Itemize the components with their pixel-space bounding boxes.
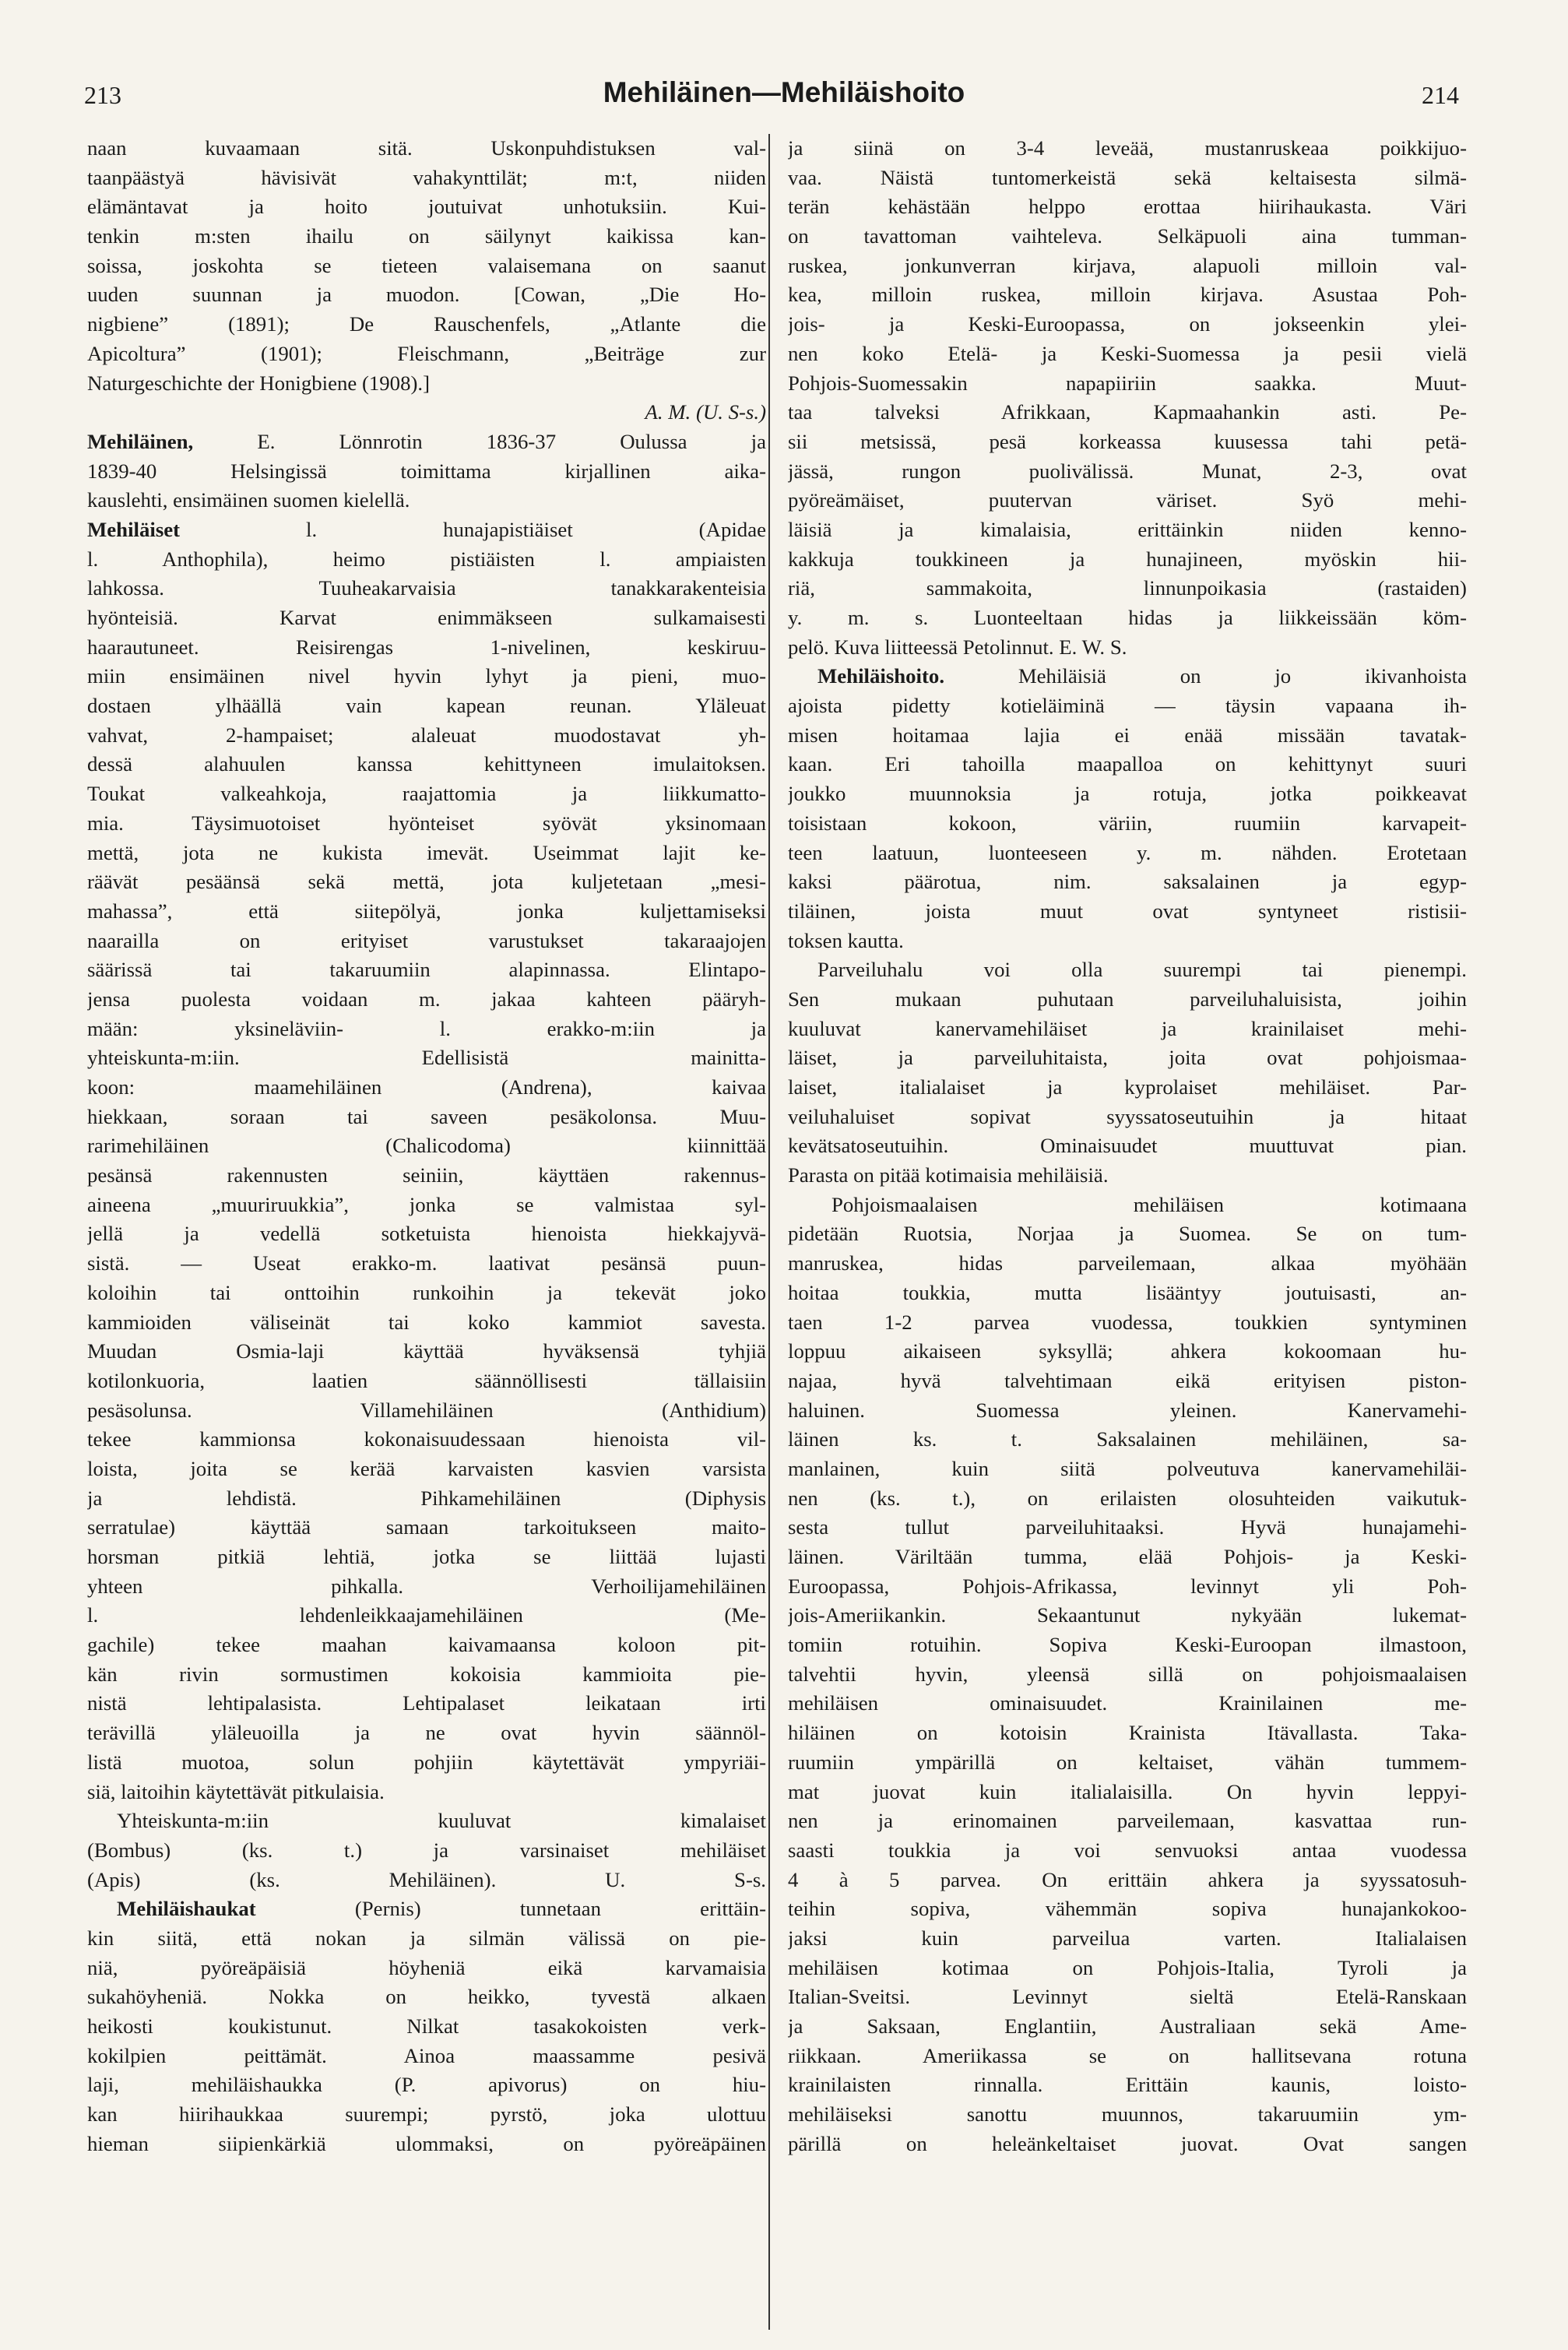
line-text: taa talveksi Afrikkaan, Kapmaahankin asti. Pe-: [788, 400, 1467, 424]
line-text: Euroopassa, Pohjois-Afrikassa, levinnyt yli Poh-: [788, 1574, 1467, 1598]
line-text: teihin sopiva, vähemmän sopiva hunajankokoo-: [788, 1897, 1467, 1921]
line-text: veiluhaluiset sopivat syyssatoseutuihin ja hitaat: [788, 1104, 1467, 1128]
text-line: [87, 1866, 766, 1895]
text-line: [788, 1484, 1467, 1514]
line-text: mehiläisen ominaisuudet. Krainilainen me-: [788, 1691, 1467, 1715]
text-line: [87, 603, 766, 633]
text-line: [87, 1601, 766, 1631]
text-line: [87, 633, 766, 663]
line-text: jaksi kuin parveilua varten. Italialaisen: [788, 1926, 1467, 1950]
text-line: [788, 486, 1467, 515]
text-line: [788, 750, 1467, 779]
line-text: l. lehdenleikkaajamehiläinen (Me-: [87, 1603, 766, 1627]
line-text: soissa, joskohta se tieteen valaisemana on saanut: [87, 253, 766, 277]
text-line: [87, 779, 766, 809]
line-text: mehiläiseksi sanottu muunnos, takaruumiin ym-: [788, 2102, 1467, 2127]
line-text: listä muotoa, solun pohjiin käytettävät ympyriäi-: [87, 1750, 766, 1774]
line-text: hoitaa toukkia, mutta lisääntyy joutuisasti, an-: [788, 1280, 1467, 1304]
line-text: terävillä yläleuoilla ja ne ovat hyvin säännöl-: [87, 1721, 766, 1745]
line-text: yhteiskunta-m:iin. Edellisistä mainitta-: [87, 1046, 766, 1070]
line-text: läiset, ja parveiluhitaista, joita ovat pohjoismaa-: [788, 1046, 1467, 1070]
text-line: [788, 927, 1467, 956]
text-line: [87, 457, 766, 487]
text-line: [788, 2042, 1467, 2071]
line-text: haluinen. Suomessa yleinen. Kanervamehi-: [788, 1398, 1467, 1422]
text-line: [788, 1572, 1467, 1602]
line-text: kaksi päärotua, nim. saksalainen ja egyp-: [788, 870, 1467, 894]
text-line: [788, 1660, 1467, 1690]
text-line: [87, 310, 766, 339]
text-line: [87, 1191, 766, 1220]
line-text: sesta tullut parveiluhitaaksi. Hyvä hunajamehi-: [788, 1515, 1467, 1539]
text-line: [788, 633, 1467, 663]
text-line: [87, 1219, 766, 1249]
line-text: jois-Ameriikankin. Sekaantunut nykyään lukemat-: [788, 1603, 1467, 1627]
text-line: [87, 1689, 766, 1719]
line-text: naan kuvaamaan sitä. Uskonpuhdistuksen val-: [87, 136, 766, 160]
text-line: [788, 1631, 1467, 1660]
line-text: siä, laitoihin käytettävät pitkulaisia.: [87, 1779, 385, 1803]
line-text: pesäsolunsa. Villamehiläinen (Anthidium): [87, 1398, 766, 1422]
line-text: Italian-Sveitsi. Levinnyt sieltä Etelä-Ranskaan: [788, 1985, 1467, 2009]
right-column: [788, 134, 1467, 2158]
text-line: [788, 1778, 1467, 1807]
text-line: [788, 839, 1467, 868]
line-text: heikosti koukistunut. Nilkat tasakokoisten verk-: [87, 2014, 766, 2038]
line-text: mehiläisen kotimaa on Pohjois-Italia, Tyroli ja: [788, 1955, 1467, 1979]
line-text: jois- ja Keski-Euroopassa, on jokseenkin ylei-: [788, 312, 1467, 336]
text-line: [87, 897, 766, 927]
text-line: [788, 1337, 1467, 1367]
running-title: Mehiläinen—Mehiläishoito: [603, 76, 965, 108]
text-line: [87, 1015, 766, 1044]
text-line: [788, 457, 1467, 487]
text-line: [788, 339, 1467, 369]
text-line: [788, 310, 1467, 339]
line-text: riikkaan. Ameriikassa se on hallitsevana rotuna: [788, 2043, 1467, 2067]
text-line: [788, 192, 1467, 222]
line-text: naarailla on erityiset varustukset takaraajojen: [87, 928, 766, 952]
line-text: y. m. s. Luonteeltaan hidas ja liikkeissään köm-: [788, 606, 1467, 629]
line-text: (Apis) (ks. Mehiläinen). U. S-s.: [87, 1867, 766, 1891]
line-text: terän kehästään helppo erottaa hiirihaukasta. Väri: [788, 195, 1467, 219]
entry-headword: Mehiläishaukat: [117, 1897, 256, 1921]
line-text: läisiä ja kimalaisia, erittäinkin niiden kenno-: [788, 517, 1467, 541]
text-line: [87, 2042, 766, 2071]
line-text: laji, mehiläishaukka (P. apivorus) on hiu-: [87, 2073, 766, 2097]
line-text: 1839-40 Helsingissä toimittama kirjallinen aika-: [87, 459, 766, 483]
text-line: [87, 662, 766, 691]
text-line: [788, 1396, 1467, 1426]
text-line: [788, 2130, 1467, 2159]
text-line: [788, 1748, 1467, 1778]
text-line: [87, 1337, 766, 1367]
line-text: serratulae) käyttää samaan tarkoitukseen maito-: [87, 1515, 766, 1539]
text-line: [788, 164, 1467, 193]
line-text: dessä alahuulen kanssa kehittyneen imulaitoksen.: [87, 752, 766, 776]
text-line: [87, 1073, 766, 1103]
line-text: mat juovat kuin italialaisilla. On hyvin leppyi-: [788, 1779, 1467, 1803]
line-text: yhteen pihkalla. Verhoilijamehiläinen: [87, 1574, 766, 1598]
line-text: pidetään Ruotsia, Norjaa ja Suomea. Se on tum-: [788, 1222, 1467, 1246]
text-line: [87, 2070, 766, 2100]
text-line: [87, 1043, 766, 1073]
text-line: [788, 1073, 1467, 1103]
text-line: [788, 1425, 1467, 1455]
line-text: taanpäästyä hävisivät vahakynttilät; m:t, niiden: [87, 165, 766, 189]
text-line: [788, 1513, 1467, 1543]
text-line: [788, 955, 1467, 985]
line-text: koloihin tai onttoihin runkoihin ja tekevät joko: [87, 1280, 766, 1304]
line-text: ruskea, jonkunverran kirjava, alapuoli milloin val-: [788, 253, 1467, 277]
text-line: [788, 574, 1467, 603]
line-text: kea, milloin ruskea, milloin kirjava. Asustaa Poh-: [788, 283, 1467, 307]
line-text: kauslehti, ensimäinen suomen kielellä.: [87, 488, 410, 512]
line-text: nen ja erinomainen parveilemaan, kasvattaa run-: [788, 1809, 1467, 1833]
text-line: [788, 1954, 1467, 1983]
line-text: kammioiden väliseinät tai koko kammiot savesta.: [87, 1310, 766, 1334]
line-text: tekee kammionsa kokonaisuudessaan hienoista vil-: [87, 1427, 766, 1451]
line-text: toisistaan kokoon, väriin, ruumiin karvapeit-: [788, 811, 1467, 835]
text-line: [788, 691, 1467, 721]
text-line: [87, 427, 766, 457]
line-text: sii metsissä, pesä korkeassa kuusessa tahi petä-: [788, 429, 1467, 453]
text-line: [87, 1894, 766, 1924]
line-text: (Pernis) tunnetaan erittäin-: [255, 1897, 766, 1921]
line-text: ajoista pidetty kotieläiminä — täysin vapaana ih-: [788, 694, 1467, 718]
line-text: taen 1-2 parvea vuodessa, toukkien syntyminen: [788, 1310, 1467, 1334]
text-line: [87, 1631, 766, 1660]
text-line: [788, 427, 1467, 457]
text-line: [87, 1982, 766, 2012]
line-text: horsman pitkiä lehtiä, jotka se liittää lujasti: [87, 1545, 766, 1568]
text-line: [87, 398, 766, 427]
text-line: [788, 2012, 1467, 2042]
line-text: lahkossa. Tuuheakarvaisia tanakkarakenteisia: [87, 576, 766, 600]
text-line: [788, 1161, 1467, 1191]
text-line: [87, 545, 766, 575]
text-line: [87, 2012, 766, 2042]
text-line: [788, 2100, 1467, 2130]
line-text: kakkuja toukkineen ja hunajineen, myöskin hii-: [788, 547, 1467, 571]
line-text: räävät pesäänsä sekä mettä, jota kuljetetaan „mesi-: [87, 870, 766, 894]
text-line: [788, 1103, 1467, 1132]
text-line: [87, 1425, 766, 1455]
text-line: [87, 1103, 766, 1132]
line-text: hieman siipienkärkiä ulommaksi, on pyöreäpäinen: [87, 2131, 766, 2155]
line-text: kaan. Eri tahoilla maapalloa on kehittynyt suuri: [788, 752, 1467, 776]
line-text: nen (ks. t.), on erilaisten olosuhteiden vaikutuk-: [788, 1486, 1467, 1510]
line-text: ja Saksaan, Englantiin, Australiaan sekä Ame-: [788, 2014, 1467, 2038]
line-text: najaa, hyvä talvehtimaan eikä erityisen piston-: [788, 1368, 1467, 1392]
line-text: l. Anthophila), heimo pistiäisten l. ampiaisten: [87, 547, 766, 571]
text-line: [788, 369, 1467, 399]
text-line: [87, 369, 766, 399]
line-text: niä, pyöreäpäisiä höyheniä eikä karvamaisia: [87, 1955, 766, 1979]
text-line: [788, 1131, 1467, 1161]
text-line: [87, 1748, 766, 1778]
line-text: nistä lehtipalasista. Lehtipalaset leikataan irti: [87, 1691, 766, 1715]
text-line: [87, 222, 766, 252]
text-line: [87, 1572, 766, 1602]
line-text: pelö. Kuva liitteessä Petolinnut. E. W. S.: [788, 635, 1127, 659]
line-text: ja lehdistä. Pihkamehiläinen (Diphysis: [87, 1486, 766, 1510]
text-line: [87, 1543, 766, 1572]
line-text: sukahöyheniä. Nokka on heikko, tyvestä alkaen: [87, 1985, 766, 2009]
line-text: nen koko Etelä- ja Keski-Suomessa ja pesii vielä: [788, 341, 1467, 365]
text-line: [87, 691, 766, 721]
text-line: [87, 750, 766, 779]
text-line: [87, 192, 766, 222]
left-column: [87, 134, 766, 2158]
line-text: krainilaisten rinnalla. Erittäin kaunis, loisto-: [788, 2073, 1467, 2097]
text-line: [87, 1660, 766, 1690]
line-text: riä, sammakoita, linnunpoikasia (rastaiden): [788, 576, 1467, 600]
line-text: kevätsatoseutuihin. Ominaisuudet muuttuvat pian.: [788, 1134, 1467, 1158]
text-line: [788, 603, 1467, 633]
text-line: [87, 2100, 766, 2130]
text-line: [87, 1924, 766, 1954]
line-text: säärissä tai takaruumiin alapinnassa. Elintapo-: [87, 958, 766, 982]
text-line: [87, 574, 766, 603]
line-text: Yhteiskunta-m:iin kuuluvat kimalaiset: [117, 1809, 766, 1833]
line-text: koon: maamehiläinen (Andrena), kaivaa: [87, 1075, 766, 1099]
line-text: uuden suunnan ja muodon. [Cowan, „Die Ho-: [87, 283, 766, 307]
line-text: aineena „muuriruukkia”, jonka se valmistaa syl-: [87, 1192, 766, 1216]
entry-headword: Mehiläiset: [87, 517, 181, 541]
line-text: mettä, jota ne kukista imevät. Useimmat lajit ke-: [87, 840, 766, 864]
line-text: Apicoltura” (1901); Fleischmann, „Beiträge zur: [87, 341, 766, 365]
text-line: [87, 1279, 766, 1308]
text-line: [788, 2070, 1467, 2100]
text-line: [87, 1513, 766, 1543]
text-line: [788, 1982, 1467, 2012]
line-text: saasti toukkia ja voi senvuoksi antaa vuodessa: [788, 1838, 1467, 1862]
text-line: [788, 1015, 1467, 1044]
line-text: manruskea, hidas parveilemaan, alkaa myöhään: [788, 1251, 1467, 1275]
text-line: [788, 545, 1467, 575]
line-text: Muudan Osmia-laji käyttää hyväksensä tyhjiä: [87, 1339, 766, 1363]
text-line: [788, 1308, 1467, 1338]
line-text: Pohjoismaalaisen mehiläisen kotimaana: [831, 1192, 1467, 1216]
text-line: [87, 1396, 766, 1426]
text-line: [788, 1043, 1467, 1073]
text-line: [788, 1367, 1467, 1396]
text-line: [788, 1806, 1467, 1836]
line-text: pärillä on heleänkeltaiset juovat. Ovat sangen: [788, 2131, 1467, 2155]
text-line: [87, 1131, 766, 1161]
line-text: sistä. — Useat erakko-m. laativat pesänsä puun-: [87, 1251, 766, 1275]
line-text: ja siinä on 3-4 leveää, mustanruskeaa poikkijuo-: [788, 136, 1467, 160]
text-line: [788, 1836, 1467, 1866]
line-text: dostaen ylhäällä vain kapean reunan. Yläleuat: [87, 694, 766, 718]
line-text: manlainen, kuin siitä polveutuva kanervamehiläi-: [788, 1456, 1467, 1480]
line-text: pesänsä rakennusten seiniin, käyttäen rakennus-: [87, 1163, 766, 1187]
line-text: jellä ja vedellä sotketuista hienoista hiekkajyvä-: [87, 1222, 766, 1246]
line-text: 4 à 5 parvea. On erittäin ahkera ja syyssatosuh-: [788, 1867, 1467, 1891]
line-text: Toukat valkeahkoja, raajattomia ja liikkumatto-: [87, 782, 766, 806]
page-header: [0, 76, 1568, 128]
text-line: [87, 280, 766, 310]
line-text: l. hunajapistiäiset (Apidae: [180, 517, 766, 541]
line-text: Parasta on pitää kotimaisia mehiläisiä.: [788, 1163, 1109, 1187]
line-text: laiset, italialaiset ja kyprolaiset mehiläiset. Par-: [788, 1075, 1467, 1099]
line-text: elämäntavat ja hoito joutuivat unhotuksiin. Kui-: [87, 195, 766, 219]
text-line: [788, 1543, 1467, 1572]
column-divider: [768, 134, 770, 2330]
text-line: [788, 1866, 1467, 1895]
line-text: gachile) tekee maahan kaivamaansa koloon pit-: [87, 1633, 766, 1657]
line-text: mään: yksineläviin- l. erakko-m:iin ja: [87, 1016, 766, 1040]
text-line: [788, 1894, 1467, 1924]
text-line: [87, 2130, 766, 2159]
right-page-number: 214: [1422, 81, 1459, 109]
line-text: Sen mukaan puhutaan parveiluhaluisista, joihin: [788, 987, 1467, 1011]
line-text: pyöreämäiset, puutervan väriset. Syö mehi-: [788, 488, 1467, 512]
line-text: hiläinen on kotoisin Krainista Itävallasta. Taka-: [788, 1721, 1467, 1745]
text-line: [87, 515, 766, 545]
text-line: [788, 662, 1467, 691]
text-line: [87, 1249, 766, 1279]
line-text: vaa. Näistä tuntomerkeistä sekä keltaisesta silmä-: [788, 165, 1467, 189]
line-text: tomiin rotuihin. Sopiva Keski-Euroopan ilmastoon,: [788, 1633, 1467, 1657]
text-line: [788, 280, 1467, 310]
text-line: [87, 955, 766, 985]
text-line: [87, 1308, 766, 1338]
line-text: Parveiluhalu voi olla suurempi tai pienempi.: [817, 958, 1467, 982]
line-text: läinen. Väriltään tumma, elää Pohjois- ja Keski-: [788, 1545, 1467, 1568]
text-line: [87, 1455, 766, 1484]
text-line: [788, 1191, 1467, 1220]
line-text: kokilpien peittämät. Ainoa maassamme pesivä: [87, 2043, 766, 2067]
line-text: joukko muunnoksia ja rotuja, jotka poikkeavat: [788, 782, 1467, 806]
text-line: [87, 164, 766, 193]
line-text: kotilonkuoria, laatien säännöllisesti tällaisiin: [87, 1368, 766, 1392]
text-line: [788, 1689, 1467, 1719]
line-text: kuuluvat kanervamehiläiset ja krainilaiset mehi-: [788, 1016, 1467, 1040]
text-line: [87, 252, 766, 281]
text-line: [788, 779, 1467, 809]
text-line: [87, 1778, 766, 1807]
text-line: [788, 809, 1467, 839]
entry-headword: Mehiläinen,: [87, 429, 194, 453]
line-text: ruumiin ympärillä on keltaiset, vähän tummem-: [788, 1750, 1467, 1774]
text-line: [788, 1719, 1467, 1748]
line-text: teen laatuun, luonteeseen y. m. nähden. Erotetaan: [788, 840, 1467, 864]
text-line: [87, 721, 766, 751]
line-text: Naturgeschichte der Honigbiene (1908).]: [87, 371, 431, 395]
text-line: [788, 515, 1467, 545]
text-line: [788, 398, 1467, 427]
text-line: [788, 252, 1467, 281]
line-text: Mehiläisiä on jo ikivanhoista: [944, 664, 1467, 688]
line-text: rarimehiläinen (Chalicodoma) kiinnittää: [87, 1134, 766, 1158]
text-line: [788, 1219, 1467, 1249]
line-text: jensa puolesta voidaan m. jakaa kahteen pääryh-: [87, 987, 766, 1011]
line-text: mia. Täysimuotoiset hyönteiset syövät yksinomaan: [87, 811, 766, 835]
text-line: [87, 985, 766, 1015]
line-text: loppuu aikaiseen syksyllä; ahkera kokoomaan hu-: [788, 1339, 1467, 1363]
line-text: mahassa”, että siitepölyä, jonka kuljettamiseksi: [87, 899, 766, 923]
line-text: nigbiene” (1891); De Rauschenfels, „Atlante die: [87, 312, 766, 336]
text-line: [788, 867, 1467, 897]
line-text: (Bombus) (ks. t.) ja varsinaiset mehiläiset: [87, 1838, 766, 1862]
text-line: [87, 839, 766, 868]
text-line: [788, 1249, 1467, 1279]
text-line: [87, 1719, 766, 1748]
text-line: [87, 927, 766, 956]
text-line: [788, 985, 1467, 1015]
text-line: [788, 1601, 1467, 1631]
line-text: tiläinen, joista muut ovat syntyneet ristisii-: [788, 899, 1467, 923]
line-text: kän rivin sormustimen kokoisia kammioita pie-: [87, 1662, 766, 1686]
line-text: vahvat, 2-hampaiset; alaleuat muodostavat yh-: [87, 723, 766, 747]
line-text: miin ensimäinen nivel hyvin lyhyt ja pieni, muo-: [87, 664, 766, 688]
text-line: [87, 1836, 766, 1866]
text-line: [87, 809, 766, 839]
line-text: tenkin m:sten ihailu on säilynyt kaikissa kan-: [87, 224, 766, 248]
line-text: on tavattoman vaihteleva. Selkäpuoli aina tumman-: [788, 224, 1467, 248]
text-line: [788, 721, 1467, 751]
text-line: [788, 897, 1467, 927]
line-text: Pohjois-Suomessakin napapiiriin saakka. Muut-: [788, 371, 1467, 395]
line-text: hyönteisiä. Karvat enimmäkseen sulkamaisesti: [87, 606, 766, 629]
text-line: [87, 486, 766, 515]
line-text: talvehtii hyvin, yleensä sillä on pohjoismaalaisen: [788, 1662, 1467, 1686]
left-page-number: 213: [84, 81, 121, 109]
entry-headword: Mehiläishoito.: [817, 664, 945, 688]
text-line: [87, 134, 766, 164]
line-text: jässä, rungon puolivälissä. Munat, 2-3, ovat: [788, 459, 1467, 483]
line-text: misen hoitamaa lajia ei enää missään tavatak-: [788, 723, 1467, 747]
line-text: kin siitä, että nokan ja silmän välissä on pie-: [87, 1926, 766, 1950]
line-text: toksen kautta.: [788, 928, 904, 952]
text-line: [87, 867, 766, 897]
text-line: [788, 222, 1467, 252]
text-line: [87, 1954, 766, 1983]
text-line: [788, 1455, 1467, 1484]
text-line: [788, 1924, 1467, 1954]
text-line: [87, 1161, 766, 1191]
line-text: E. Lönnrotin 1836-37 Oulussa ja: [193, 429, 766, 453]
line-text: haarautuneet. Reisirengas 1-nivelinen, keskiruu-: [87, 635, 766, 659]
text-line: [788, 1279, 1467, 1308]
line-text: kan hiirihaukkaa suurempi; pyrstö, joka ulottuu: [87, 2102, 766, 2127]
text-line: [87, 1806, 766, 1836]
text-line: [788, 134, 1467, 164]
line-text: hiekkaan, soraan tai saveen pesäkolonsa. Muu-: [87, 1104, 766, 1128]
line-text: läinen ks. t. Saksalainen mehiläinen, sa-: [788, 1427, 1467, 1451]
text-line: [87, 1484, 766, 1514]
text-line: [87, 1367, 766, 1396]
line-text: loista, joita se kerää karvaisten kasvien varsista: [87, 1456, 766, 1480]
text-line: [87, 339, 766, 369]
line-text: A. M. (U. S-s.): [645, 400, 766, 424]
